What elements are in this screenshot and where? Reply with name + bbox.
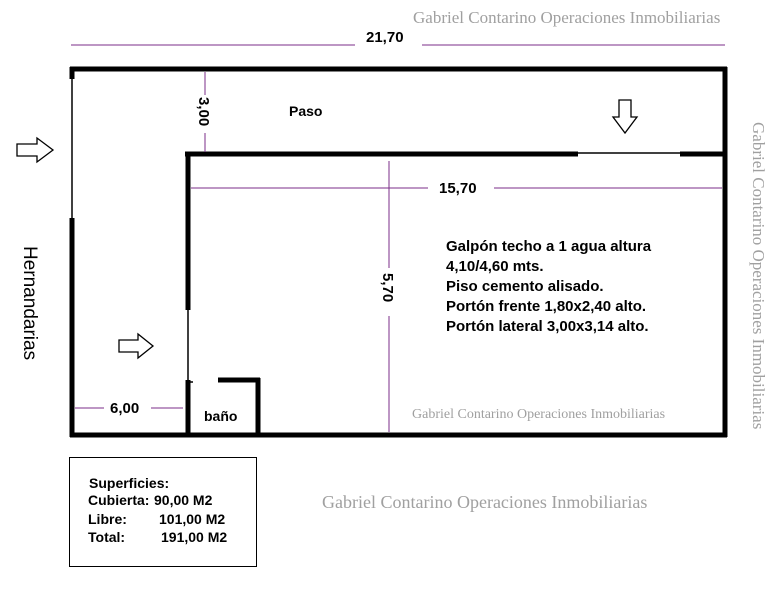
- bathroom: [186, 378, 260, 437]
- dimension-shed-depth: [379, 161, 396, 432]
- surface-row: [88, 529, 228, 545]
- surface-value: 90,00 M2: [154, 492, 213, 508]
- dimension-total-width-label: 21,70: [366, 29, 404, 46]
- surface-row: [88, 511, 226, 527]
- dimension-passage-width: [195, 72, 212, 152]
- street-name: Hernandarias: [19, 246, 40, 361]
- bathroom-label: baño: [204, 408, 238, 424]
- arrow-right-icon: [119, 334, 153, 358]
- watermark-vertical: Gabriel Contarino Operaciones Inmobiliarias: [749, 122, 768, 430]
- dimension-front-width-label: 6,00: [110, 400, 140, 417]
- surface-row: [88, 492, 213, 508]
- description-line: Piso cemento alisado.: [446, 278, 604, 295]
- arrow-down-icon: [613, 100, 637, 133]
- dimension-shed-length-label: 15,70: [439, 180, 477, 197]
- surface-value: 101,00 M2: [159, 511, 226, 527]
- dimension-total-width: [71, 29, 725, 46]
- description-line: Galpón techo a 1 agua altura: [446, 238, 652, 255]
- description-line: 4,10/4,60 mts.: [446, 258, 544, 275]
- dimension-front-width: [75, 400, 183, 417]
- watermark-inside: Gabriel Contarino Operaciones Inmobiliarias: [412, 407, 666, 422]
- surfaces-title: Superficies:: [89, 475, 170, 491]
- surfaces-summary: [69, 457, 257, 567]
- description-line: Portón lateral 3,00x3,14 alto.: [446, 318, 649, 335]
- watermark-top: Gabriel Contarino Operaciones Inmobiliarias: [413, 8, 721, 27]
- surface-value: 191,00 M2: [161, 529, 228, 545]
- arrow-right-icon: [17, 138, 53, 162]
- description-line: Portón frente 1,80x2,40 alto.: [446, 298, 647, 315]
- passage-label: Paso: [289, 103, 323, 119]
- dimension-shed-depth-label: 5,70: [379, 273, 396, 303]
- dimension-passage-width-label: 3,00: [195, 97, 212, 127]
- watermark-bottom: Gabriel Contarino Operaciones Inmobiliarias: [322, 492, 648, 512]
- dimension-shed-length: [191, 180, 722, 197]
- shed-description: [446, 238, 652, 335]
- surface-label: Libre:: [88, 511, 127, 527]
- surface-label: Total:: [88, 529, 126, 545]
- surface-label: Cubierta:: [88, 492, 150, 508]
